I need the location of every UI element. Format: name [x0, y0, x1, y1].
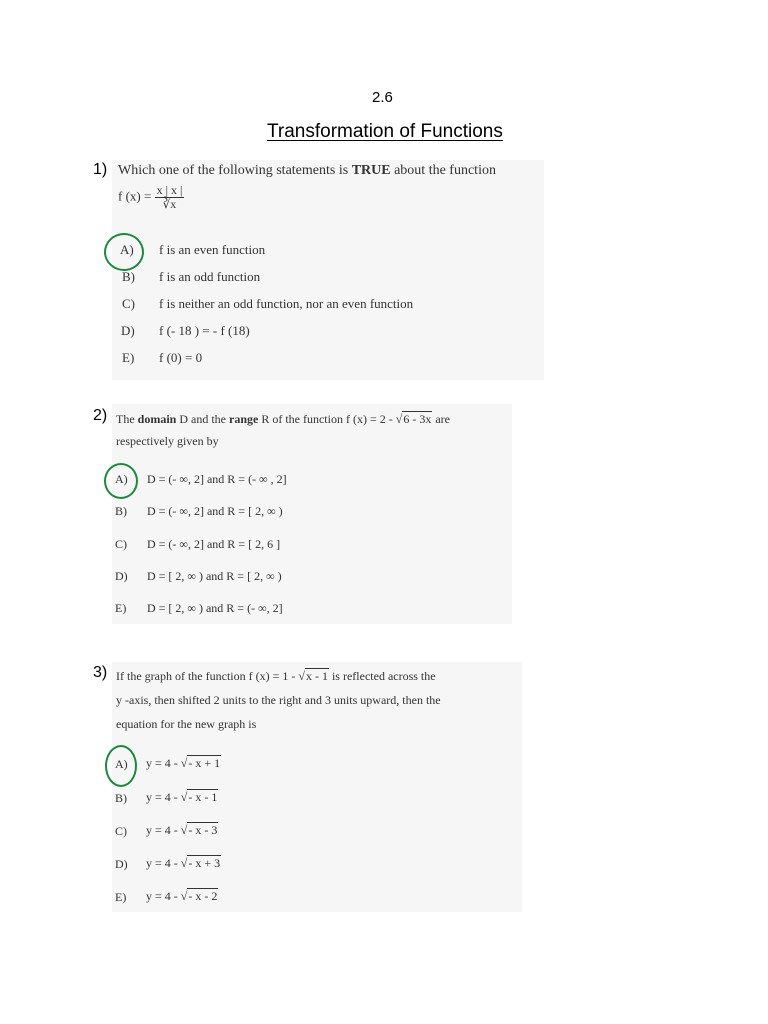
- q3-option-c-label[interactable]: C): [115, 824, 127, 838]
- q2-option-a-text: D = (- ∞, 2] and R = (- ∞ , 2]: [147, 472, 287, 486]
- q3-option-b-text: y = 4 - √- x - 1: [146, 790, 218, 804]
- section-number: 2.6: [372, 89, 393, 106]
- q1-option-a-label[interactable]: A): [120, 242, 134, 257]
- q3-stem-line2: y -axis, then shifted 2 units to the right and 3 units upward, then the: [116, 693, 441, 707]
- q1-option-c-label[interactable]: C): [122, 296, 135, 311]
- q3-option-b-label[interactable]: B): [115, 791, 127, 805]
- q3-stem-line3: equation for the new graph is: [116, 717, 257, 731]
- q1-number: 1): [93, 161, 108, 178]
- q3-option-a-text: y = 4 - √- x + 1: [146, 756, 221, 770]
- q2-option-b-text: D = (- ∞, 2] and R = [ 2, ∞ ): [147, 504, 283, 518]
- q2-option-a-label[interactable]: A): [115, 472, 128, 486]
- q3-option-a-label[interactable]: A): [115, 757, 128, 771]
- q2-option-c-label[interactable]: C): [115, 537, 127, 551]
- q1-option-b-label[interactable]: B): [122, 269, 135, 284]
- q2-option-e-label[interactable]: E): [115, 601, 127, 615]
- q1-option-b-text: f is an odd function: [159, 269, 261, 284]
- q3-option-d-text: y = 4 - √- x + 3: [146, 856, 221, 870]
- q2-stem-line2: respectively given by: [116, 434, 219, 448]
- q3-option-c-text: y = 4 - √- x - 3: [146, 823, 218, 837]
- q3-number: 3): [93, 664, 108, 681]
- q2-option-c-text: D = (- ∞, 2] and R = [ 2, 6 ]: [147, 537, 281, 551]
- q1-option-e-text: f (0) = 0: [159, 350, 203, 365]
- q1-function: f (x) = $\frac{x | x |}{∛x}$: [118, 183, 183, 211]
- q1-option-d-text: f (- 18 ) = - f (18): [159, 323, 250, 338]
- q3-stem: If the graph of the function f (x) = 1 - √x - 1 is reflected across the: [116, 669, 436, 683]
- q2-option-b-label[interactable]: B): [115, 504, 127, 518]
- q1-option-a-text: f is an even function: [159, 242, 266, 257]
- q3-option-d-label[interactable]: D): [115, 857, 128, 871]
- q2-option-e-text: D = [ 2, ∞ ) and R = (- ∞, 2]: [147, 601, 283, 615]
- q2-option-d-label[interactable]: D): [115, 569, 128, 583]
- q2-number: 2): [93, 407, 108, 424]
- q1-option-c-text: f is neither an odd function, nor an even function: [159, 296, 414, 311]
- q1-option-d-label[interactable]: D): [121, 323, 135, 338]
- q3-option-e-text: y = 4 - √- x - 2: [146, 889, 218, 903]
- q3-option-e-label[interactable]: E): [115, 890, 127, 904]
- q2-option-d-text: D = [ 2, ∞ ) and R = [ 2, ∞ ): [147, 569, 282, 583]
- page-title: Transformation of Functions: [267, 121, 503, 142]
- q2-stem: The domain D and the range R of the function f (x) = 2 - √6 - 3x are: [116, 412, 450, 426]
- q1-stem: Which one of the following statements is TRUE about the function: [118, 163, 496, 178]
- q1-option-e-label[interactable]: E): [122, 350, 135, 365]
